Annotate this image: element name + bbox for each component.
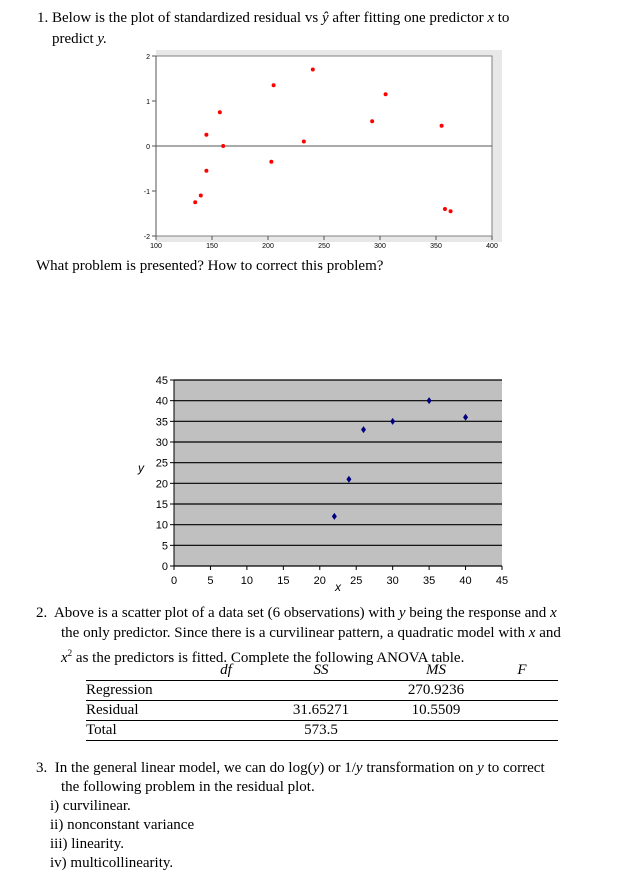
residual-point: [269, 160, 273, 164]
q2-x: x: [550, 605, 557, 621]
scatter-x-label: x: [335, 580, 341, 594]
y-tick-label: 25: [155, 457, 168, 470]
residual-plot: [120, 46, 510, 260]
y-tick-label: 40: [155, 395, 168, 408]
anova-cell-source: Residual: [86, 702, 139, 718]
anova-table-wrap: [86, 661, 558, 741]
residual-point: [384, 92, 388, 96]
residual-point: [218, 110, 222, 114]
q3-line1: [36, 758, 545, 778]
anova-cell-ss: [256, 681, 386, 701]
q3-text-d: to correct: [487, 760, 545, 776]
anova-row-total: [86, 721, 558, 741]
q1-text-a: Below is the plot of standardized residual vs: [52, 10, 319, 26]
anova-cell-df: [196, 721, 256, 741]
scatter-plot: [130, 368, 530, 600]
x-tick-label: 300: [374, 243, 386, 250]
q1-number: 1.: [37, 10, 49, 26]
anova-header-ms: MS: [426, 662, 446, 678]
q2-number: 2.: [36, 605, 48, 621]
q1-question: What problem is presented? How to correct this problem?: [36, 258, 384, 274]
anova-cell-f: [486, 721, 558, 741]
q3-y2: y: [355, 760, 363, 776]
residual-point: [440, 124, 444, 128]
q1-line2: [52, 29, 107, 49]
x-tick-label: 150: [206, 243, 218, 250]
y-tick-label: -2: [143, 234, 150, 241]
y-tick-label: 0: [161, 561, 168, 573]
q1-text-c: to: [497, 10, 510, 26]
y-tick-label: 0: [146, 144, 150, 151]
residual-point: [193, 200, 197, 204]
y-tick-label: 30: [155, 437, 168, 449]
q3-option: i) curvilinear.: [50, 798, 131, 814]
q3-y3: y: [477, 760, 484, 776]
q2-text-b: being the response and: [409, 605, 547, 621]
q2-y: y: [398, 605, 406, 621]
scatter-plot-area: [174, 380, 502, 566]
y-tick-label: 2: [146, 54, 150, 61]
y-tick-label: -1: [143, 189, 150, 196]
x-tick-label: 10: [240, 575, 254, 587]
q3-option: iv) multicollinearity.: [50, 855, 174, 871]
q3-line2: the following problem in the residual plot.: [61, 779, 315, 795]
residual-point: [221, 144, 225, 148]
residual-y-axis: [144, 54, 156, 241]
x-tick-label: 5: [207, 575, 214, 587]
y-tick-label: 15: [155, 499, 168, 511]
q3-y1: y: [312, 760, 320, 776]
x-tick-label: 400: [486, 243, 498, 250]
x-tick-label: 250: [318, 243, 330, 250]
anova-cell-df: [196, 701, 256, 721]
q1-text-b: after fitting one predictor: [332, 10, 484, 26]
q2-text-a: Above is a scatter plot of a data set (6 observations) with: [53, 605, 396, 621]
anova-cell-f: [486, 681, 558, 701]
residual-point: [449, 209, 453, 213]
x-tick-label: 25: [350, 575, 363, 587]
q1-text-d: predict: [52, 31, 94, 47]
x-tick-label: 15: [277, 575, 290, 587]
anova-cell-ss: 31.65271: [292, 702, 350, 718]
anova-header-f: F: [517, 662, 527, 678]
q2-exponent: 2: [67, 648, 73, 658]
anova-cell-source: Total: [86, 722, 117, 738]
anova-header-source: [86, 661, 196, 681]
anova-header-row: [86, 661, 558, 681]
q3-text-c: transformation on: [366, 760, 474, 776]
scatter-y-label: y: [138, 461, 144, 475]
y-tick-label: 35: [155, 416, 168, 429]
q2-text-d: and: [539, 625, 561, 641]
anova-cell-f: [486, 701, 558, 721]
x-tick-label: 100: [150, 243, 162, 250]
q2-line2: [61, 623, 561, 643]
y-tick-label: 45: [155, 375, 168, 387]
anova-row-residual: [86, 701, 558, 721]
residual-point: [311, 68, 315, 72]
anova-table: [86, 661, 558, 741]
anova-cell-df: [196, 681, 256, 701]
anova-header-df: df: [220, 662, 232, 678]
q2-text-e: as the predictors is fitted. Complete the following ANOVA table.: [75, 650, 465, 666]
q3-number: 3.: [36, 760, 48, 776]
q1-y: y.: [97, 31, 107, 47]
q1-x: x: [487, 10, 494, 26]
x-tick-label: 45: [495, 575, 509, 587]
scatter-y-axis: [156, 375, 174, 573]
y-tick-label: 5: [161, 540, 168, 553]
q3-options: [50, 796, 194, 872]
q1-line1: [37, 8, 509, 28]
residual-point: [204, 133, 208, 137]
residual-point: [302, 140, 306, 144]
x-tick-label: 350: [430, 243, 442, 250]
y-tick-label: 10: [155, 519, 168, 532]
x-tick-label: 200: [262, 243, 274, 250]
residual-point: [204, 169, 208, 173]
anova-row-regression: [86, 681, 558, 701]
q2-xsq: x: [61, 650, 68, 666]
q3-option: ii) nonconstant variance: [50, 817, 195, 833]
anova-cell-ms: 10.5509: [411, 702, 461, 718]
residual-point: [443, 207, 447, 211]
anova-cell-ms: [386, 721, 486, 741]
q3-option: iii) linearity.: [50, 836, 125, 852]
q3-text-b: ) or 1/: [319, 760, 356, 776]
x-tick-label: 0: [170, 575, 178, 587]
x-tick-label: 20: [313, 575, 326, 587]
anova-cell-ms: 270.9236: [407, 682, 465, 698]
q1-yhat: ŷ: [321, 10, 329, 26]
x-tick-label: 30: [386, 575, 399, 587]
q2-line1: [36, 603, 557, 623]
q2-x2: x: [528, 625, 536, 641]
residual-point: [199, 194, 203, 198]
anova-cell-ss: 573.5: [304, 722, 338, 738]
x-tick-label: 35: [422, 575, 436, 587]
anova-header-ss: SS: [313, 662, 329, 678]
y-tick-label: 20: [155, 478, 168, 491]
residual-point: [370, 119, 374, 123]
x-tick-label: 40: [459, 575, 472, 587]
y-tick-label: 1: [146, 99, 150, 106]
q2-text-c: the only predictor. Since there is a curvilinear pattern, a quadratic model with: [61, 625, 526, 641]
q3-text-a: In the general linear model, we can do log(: [54, 760, 313, 776]
residual-point: [272, 83, 276, 87]
anova-cell-source: Regression: [86, 682, 153, 698]
